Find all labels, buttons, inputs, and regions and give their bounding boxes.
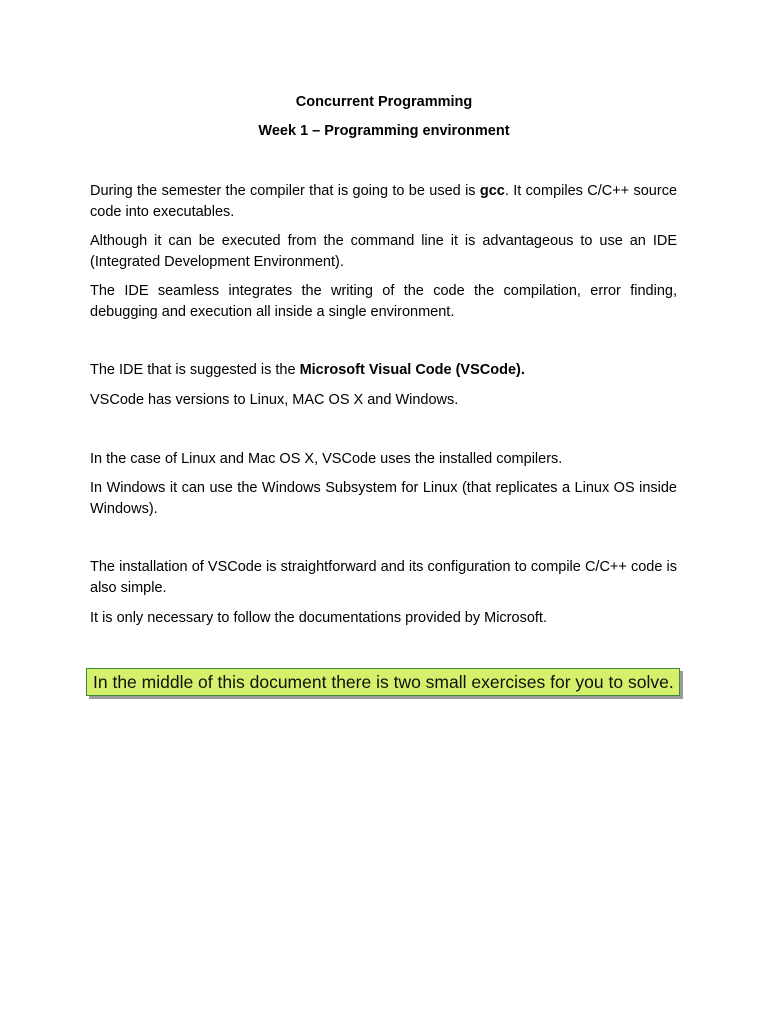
compiler-name: gcc bbox=[479, 183, 505, 199]
exercise-callout bbox=[86, 668, 680, 696]
document-title: Concurrent Programming bbox=[295, 94, 473, 110]
ide-name: Microsoft Visual Code (VSCode). bbox=[299, 362, 525, 378]
paragraph-vscode-versions: VSCode has versions to Linux, MAC OS X and Windows. bbox=[90, 392, 459, 408]
paragraph-documentation: It is only necessary to follow the documentations provided by Microsoft. bbox=[90, 610, 547, 626]
paragraph-installation: The installation of VSCode is straightforward and its configuration to compile C/C++ code is also simple. bbox=[90, 559, 677, 596]
paragraph-text: During the semester the compiler that is going to be used is bbox=[90, 183, 480, 199]
exercise-callout-text: In the middle of this document there is two small exercises for you to solve. bbox=[93, 672, 674, 692]
paragraph-text: The IDE that is suggested is the bbox=[90, 362, 300, 378]
paragraph-windows-wsl: In Windows it can use the Windows Subsystem for Linux (that replicates a Linux OS inside Windows). bbox=[90, 480, 677, 517]
paragraph-suggested-ide bbox=[90, 360, 677, 381]
paragraph-ide-advantage: Although it can be executed from the command line it is advantageous to use an IDE (Integrated Development Environment). bbox=[90, 233, 677, 270]
paragraph-compiler bbox=[90, 181, 677, 222]
document-subtitle: Week 1 – Programming environment bbox=[258, 123, 510, 139]
paragraph-ide-integration: The IDE seamless integrates the writing of the code the compilation, error finding, debugging and execution all inside a single environment. bbox=[90, 283, 677, 320]
paragraph-linux-mac: In the case of Linux and Mac OS X, VSCode uses the installed compilers. bbox=[90, 451, 563, 467]
paragraph-text: . It compiles C/C++ source code into executables. bbox=[90, 183, 678, 220]
